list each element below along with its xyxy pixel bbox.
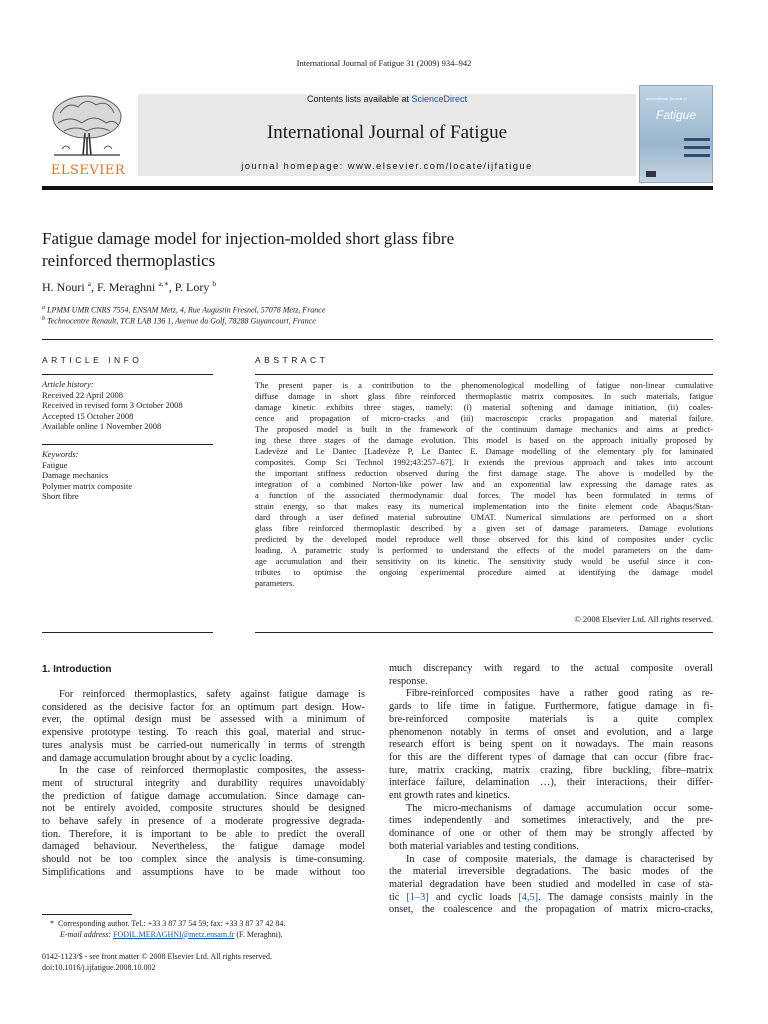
article-info-heading: ARTICLE INFO: [42, 355, 143, 365]
divider: [255, 632, 713, 633]
body-text-line: onset, the coalescence and the propagation of matrix micro-cracks,: [389, 904, 713, 916]
abstract-line: damage kinetic exhibits three stages, namely: (i) material softening and damage initiation, (ii) coales-: [255, 402, 713, 412]
citation-link[interactable]: [4,5]: [518, 891, 539, 903]
abstract-line: a function of the associated thermodynamic dual forces. The model has been formulated in terms of: [255, 490, 713, 500]
article-history: [42, 379, 213, 432]
body-text-line: research effort is being spent on it nowadays. The main reasons: [389, 739, 713, 751]
body-text-line: much discrepancy with regard to the actual composite overall: [389, 663, 713, 674]
email-label: E-mail address:: [60, 929, 112, 939]
affiliation-text: Technocentre Renault, TCR LAB 136 1, Avenue du Golf, 78288 Guyancourt, France: [47, 316, 316, 326]
divider: [42, 374, 213, 375]
masthead-divider: [42, 186, 713, 190]
masthead-banner: [138, 94, 636, 176]
affiliation-mark: a: [42, 305, 45, 311]
journal-name: International Journal of Fatigue: [266, 122, 508, 143]
history-label: Article history:: [42, 379, 94, 389]
abstract-line: ing these three stages of the damage evolution. This model is based on the approach initially proposed by: [255, 435, 713, 445]
abstract-line: loading. A parametric study is performed to understand the effects of the model parameters on the dam-: [255, 545, 713, 555]
abstract-line: The proposed model is built in the framework of the continuum damage mechanics and aims at predict-: [255, 424, 713, 434]
body-text-line: dominance of one or other of them may be strongly affected by: [389, 828, 713, 840]
body-text-line: to behave safely in presence of a moderate progressive degrada-: [42, 816, 365, 828]
body-text-line: Fibre-reinforced composites have a rather good rating as re-: [406, 688, 713, 700]
history-item: Received in revised form 3 October 2008: [42, 400, 183, 410]
body-text-line: bre-reinforced composite materials is a quite complex: [389, 713, 713, 725]
body-text-line: should not be too complex since the analysis is time-consuming.: [42, 854, 365, 866]
affiliation: [42, 316, 316, 326]
abstract-body: [255, 380, 713, 589]
abstract-line: integration of a combined Norton-like power law and an exponential law expressing the damage rates as: [255, 479, 713, 489]
body-column-left: [42, 689, 365, 880]
doi-line[interactable]: doi:10.1016/j.ijfatigue.2008.10.002: [42, 963, 156, 972]
title-line: Fatigue damage model for injection-molded short glass fibre: [42, 229, 455, 248]
keywords-label: Keywords:: [42, 449, 79, 459]
body-text-line: The micro-mechanisms of damage accumulation occur some-: [406, 802, 713, 814]
author-name: P. Lory: [174, 280, 210, 294]
abstract-line: age accumulation and their sensitivity on its kinetic. The sensitivity study would be useful since it con-: [255, 556, 713, 566]
history-item: Available online 1 November 2008: [42, 421, 162, 431]
body-text-line: tures analysis must be carried-out numerically in terms of strength: [42, 739, 365, 751]
footnote: [50, 919, 370, 940]
abstract-line: dard through a user defined material subroutine UMAT. Numerical simulations are performed on a short: [255, 512, 713, 522]
author-name: H. Nouri: [42, 280, 85, 294]
article-title: [42, 228, 642, 272]
abstract-line: tributes to optimise the ongoing experimental procedure aimed at identifying the damage model: [255, 567, 713, 577]
cover-decoration: [684, 146, 710, 149]
elsevier-tree-icon: [48, 93, 126, 159]
journal-cover-thumbnail: [639, 85, 713, 183]
abstract-heading: ABSTRACT: [255, 355, 329, 365]
author-name: F. Meraghni: [97, 280, 156, 294]
body-column-right: [389, 663, 713, 917]
cover-publisher-mark: [646, 171, 656, 177]
body-text-line: ever, the optimal design must be assessed with a minimum of: [42, 714, 365, 726]
divider: [42, 632, 213, 633]
journal-homepage[interactable]: journal homepage: www.elsevier.com/locate/ijfatigue: [241, 161, 533, 172]
body-text-line: In the case of reinforced thermoplastic composites, the assess-: [59, 765, 365, 777]
cover-subtitle: International Journal of: [646, 96, 687, 101]
body-text-line: In case of composite materials, the damage is characterised by: [406, 853, 713, 865]
title-line: reinforced thermoplastics: [42, 251, 216, 270]
body-text-line: damaged behaviour. Nevertheless, the fatigue damage model: [42, 841, 365, 853]
body-text-line: material degradation have been studied and modelled in case of sta-: [389, 878, 713, 890]
front-matter-line: 0142-1123/$ - see front matter © 2008 Elsevier Ltd. All rights reserved.: [42, 952, 272, 961]
author-affiliation-mark[interactable]: a: [87, 279, 92, 288]
author-list: H. Nouri $^a$, F. Meraghni $^{a,∗}$, P. Lory $^b$: [42, 279, 217, 294]
body-text-line: tion. Therefore, it is important to be able to predict the overall: [42, 828, 365, 840]
abstract-line: diffuse damage in short glass fibre reinforced thermoplastic matrix composites. In such materials, fatigue: [255, 391, 713, 401]
body-text-line: response.: [389, 675, 428, 687]
body-text-line: Simplifications and assumptions have to be made without too: [42, 866, 365, 878]
history-item: Accepted 15 October 2008: [42, 410, 134, 421]
body-text-line: the prediction of fatigue damage accumulation. Since damage can-: [42, 790, 365, 802]
abstract-line: composites. Comp Sci Technol 1992;43:257–67]. It extends the previous approach and takes into account: [255, 457, 713, 467]
body-text-line: ent growth rates and kinetics.: [389, 790, 510, 802]
body-text-line: both material variables and testing conditions.: [389, 840, 579, 852]
footnote-rule: [42, 914, 132, 915]
divider: [255, 374, 713, 375]
abstract-line: cence and propagation of micro-cracks and (iii) macroscopic cracks propagation and material failure.: [255, 413, 713, 423]
email-note: [50, 930, 370, 941]
body-text-line: gards to life time in fatigue. Furthermore, fatigue damage in fi-: [389, 701, 713, 713]
corresponding-author-note: [50, 919, 370, 930]
email-suffix: (F. Meraghni).: [236, 929, 283, 939]
body-text-line: considered as the decisive factor for an optimum part design. How-: [42, 701, 365, 713]
affiliation-text: LPMM UMR CNRS 7554, ENSAM Metz, 4, Rue Augustin Fresnel, 57078 Metz, France: [47, 305, 326, 315]
body-text-line: ture, matrix cracking, matrix crazing, fibre buckling, fibre–matrix: [389, 764, 713, 776]
cover-decoration: [684, 138, 710, 141]
divider: [42, 444, 213, 445]
abstract-line: The present paper is a contribution to the phenomenological modelling of fatigue non-linear cumulative: [255, 380, 713, 390]
body-text-line: tic [1–3] and cyclic loads [4,5]. The damage consists mainly in the: [389, 891, 713, 903]
elsevier-logo: [42, 85, 134, 183]
body-text-line: phenomenon notably in terms of onset and evolution, and a large: [389, 726, 713, 738]
cover-decoration: [684, 154, 710, 157]
body-text-line: For reinforced thermoplastics, safety against fatigue damage is: [59, 689, 365, 700]
body-text-line: interface failure, delamination …), their interactions, their differ-: [389, 777, 713, 789]
body-text-line: ment of structural integrity and durability requires unavoidably: [42, 777, 365, 789]
cover-title: Fatigue: [655, 108, 697, 122]
abstract-line: parameters.: [255, 578, 295, 588]
author-affiliation-mark[interactable]: b: [212, 279, 217, 288]
body-text-line: not be entirely avoided, composite structures should be designed: [42, 803, 365, 815]
keyword: Fatigue: [42, 459, 68, 470]
elsevier-wordmark: ELSEVIER: [50, 163, 126, 178]
section-heading-introduction: 1. Introduction: [42, 664, 112, 675]
contents-prefix: Contents lists available at: [306, 94, 412, 104]
corresponding-author-text: Corresponding author. Tel.: +33 3 87 37 54 59; fax: +33 3 87 37 42 84.: [58, 919, 286, 928]
abstract-line: the important stiffness reduction observed during the first damage stage. The above is modelled by the: [255, 468, 713, 478]
abstract-line: Ladevèze and Le Dantec [Ladevèze P, Le Dantec E. Damage modelling of the elementary ply for laminated: [255, 446, 713, 456]
body-text-line: and damage accumulation brought about by a cyclic loading.: [42, 752, 293, 764]
body-text-line: for this are the different types of damage that can occur (fibre frac-: [389, 751, 713, 763]
author-affiliation-mark[interactable]: a,∗: [158, 279, 169, 288]
abstract-line: strain energy, so that makes easy its numerical implementation into the finite element code Abaqus/Stan-: [255, 501, 713, 511]
abstract-line: glass fibre reinforced thermoplastic described by a given set of damage parameters. Damage evolutions: [255, 523, 713, 533]
affiliation: [42, 305, 325, 315]
citation-link[interactable]: [1–3]: [406, 891, 429, 903]
keyword: Damage mechanics: [42, 470, 109, 480]
body-text-line: the material irreversible degradations. The basic modes of the: [389, 866, 713, 878]
journal-citation: International Journal of Fatigue 31 (2009) 934–942: [296, 58, 472, 68]
author-email-link[interactable]: FODIL.MERAGHNI@metz.ensam.fr: [113, 929, 235, 939]
footnote-marker: *: [50, 919, 54, 928]
affiliation-mark: b: [42, 316, 45, 322]
journal-masthead: [42, 85, 713, 187]
body-text-line: expensive prototype testing. To reach this goal, material and struc-: [42, 727, 365, 739]
abstract-line: predicted by the developed model reproduce well those observed for this kind of composites under cyclic: [255, 534, 713, 544]
body-text-line: times independently and sometimes interactively, and the pre-: [389, 815, 713, 827]
keywords: [42, 449, 213, 502]
sciencedirect-link[interactable]: ScienceDirect: [411, 94, 468, 104]
copyright-notice: © 2008 Elsevier Ltd. All rights reserved.: [574, 614, 713, 624]
keyword: Short fibre: [42, 491, 79, 501]
keyword: Polymer matrix composite: [42, 480, 133, 491]
history-item: Received 22 April 2008: [42, 389, 123, 400]
divider: [42, 339, 713, 340]
contents-line: [138, 94, 636, 104]
